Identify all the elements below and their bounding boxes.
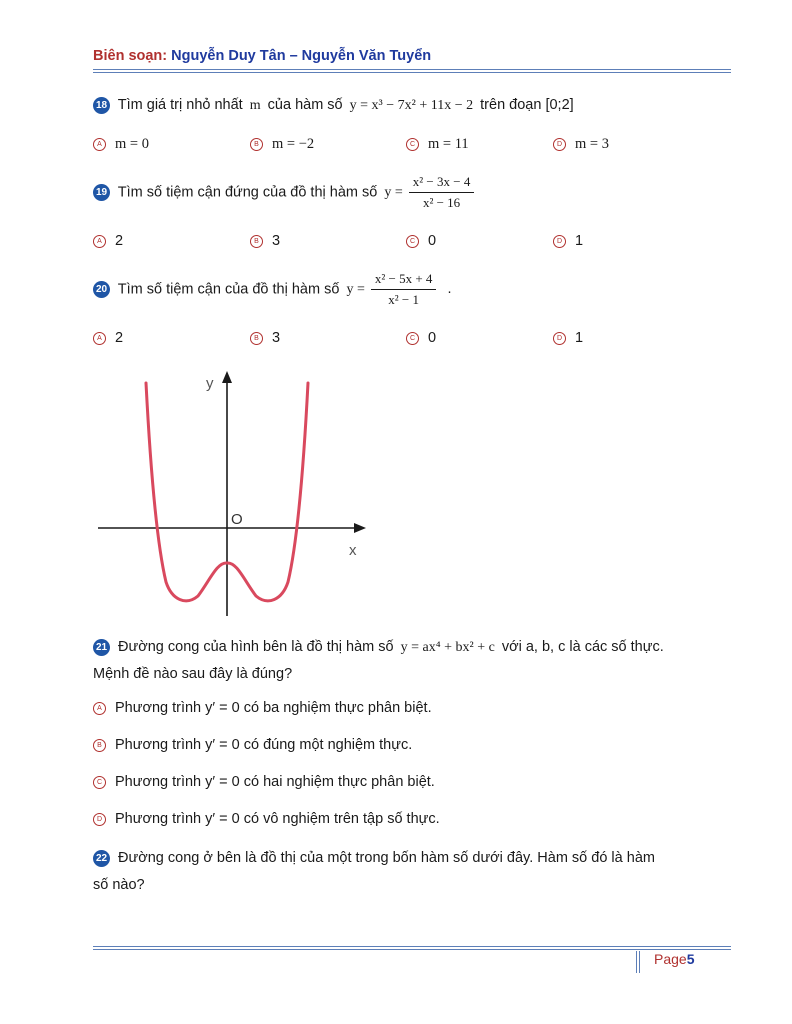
question-text: Tìm số tiệm cận của đồ thị hàm số [117,281,340,298]
option-letter-badge: B [250,138,263,151]
question-text-after: trên đoạn [0;2] [480,97,574,113]
footer-rule-bottom [93,949,731,950]
option-letter-badge: C [406,138,419,151]
option-value: m = 3 [575,136,609,152]
question-number-badge: 20 [93,281,110,298]
option-letter-badge: D [553,235,566,248]
option-value: Phương trình y′ = 0 có ba nghiệm thực phân biệt. [115,700,432,716]
fraction-numerator: x² − 5x + 4 [371,271,437,290]
option-letter-badge: B [250,235,263,248]
option-letter-badge: B [250,332,263,345]
option-letter-badge: C [93,776,106,789]
option-value: 0 [428,330,437,346]
header-authors: Nguyễn Duy Tân – Nguyễn Văn Tuyển [171,48,432,64]
option-letter-badge: D [93,813,106,826]
option-letter-badge: D [553,332,566,345]
option-value: m = 11 [428,136,469,152]
page-label: Page [654,951,687,967]
x-axis-label: x [349,542,357,559]
question-22 [93,845,723,871]
question-text-after: với a, b, c là các số thực. [501,639,664,655]
question-text: Tìm giá trị nhỏ nhất [117,97,243,113]
option-value: 2 [115,330,124,346]
option-value: 1 [575,233,584,249]
question-22-line2: số nào? [93,877,145,893]
option-value: Phương trình y′ = 0 có hai nghiệm thực phân biệt. [115,774,435,790]
option-letter-badge: C [406,332,419,345]
formula-lhs: y = [384,185,403,201]
question-number-badge: 18 [93,97,110,114]
question-text: Tìm số tiệm cận đứng của đồ thị hàm số [117,184,378,201]
option-letter-badge: A [93,235,106,248]
option-c[interactable] [93,774,435,790]
footer-bar-left [636,951,637,973]
option-a[interactable] [93,700,432,716]
question-number-badge: 21 [93,639,110,656]
option-letter-badge: A [93,138,106,151]
option-letter-badge: B [93,739,106,752]
y-axis-arrow [222,371,232,383]
fraction-denominator: x² − 1 [388,292,419,307]
origin-label: O [231,511,243,528]
option-letter-badge: D [553,138,566,151]
question-text: Đường cong ở bên là đồ thị của một trong bốn hàm số dưới đây. Hàm số đó là hàm [118,850,655,866]
question-formula: y = ax⁴ + bx² + c [400,640,495,655]
fraction-denominator: x² − 16 [422,195,461,210]
question-21-line2: Mệnh đề nào sau đây là đúng? [93,666,293,682]
question-text-mid: của hàm số [267,97,343,113]
option-value: 3 [272,233,281,249]
formula-lhs: y = [346,282,365,298]
question-number-badge: 19 [93,184,110,201]
option-letter-badge: C [406,235,419,248]
y-axis-label: y [206,375,214,392]
page-footer [654,951,695,967]
option-value: m = −2 [272,136,315,152]
question-number-badge: 22 [93,850,110,867]
footer-bar-right [639,951,640,973]
option-value: 3 [272,330,281,346]
page-number: 5 [686,951,695,967]
footer-rule-top [93,946,731,947]
option-d[interactable] [93,811,440,827]
option-value: 1 [575,330,584,346]
fraction-numerator: x² − 3x − 4 [409,174,475,193]
option-value: 2 [115,233,124,249]
option-letter-badge: A [93,332,106,345]
question-21 [93,634,713,661]
option-value: 0 [428,233,437,249]
question-text: Đường cong của hình bên là đồ thị hàm số [118,639,394,655]
x-axis-arrow [354,523,366,533]
question-var: m [249,98,261,113]
option-b[interactable] [93,737,412,753]
option-letter-badge: A [93,702,106,715]
option-value: m = 0 [115,136,149,152]
header-label: Biên soạn: [93,48,168,64]
option-value: Phương trình y′ = 0 có đúng một nghiệm thực. [115,737,413,753]
formula-period: . [447,281,452,298]
question-formula: y = x³ − 7x² + 11x − 2 [349,98,474,113]
option-value: Phương trình y′ = 0 có vô nghiệm trên tập số thực. [115,811,440,827]
